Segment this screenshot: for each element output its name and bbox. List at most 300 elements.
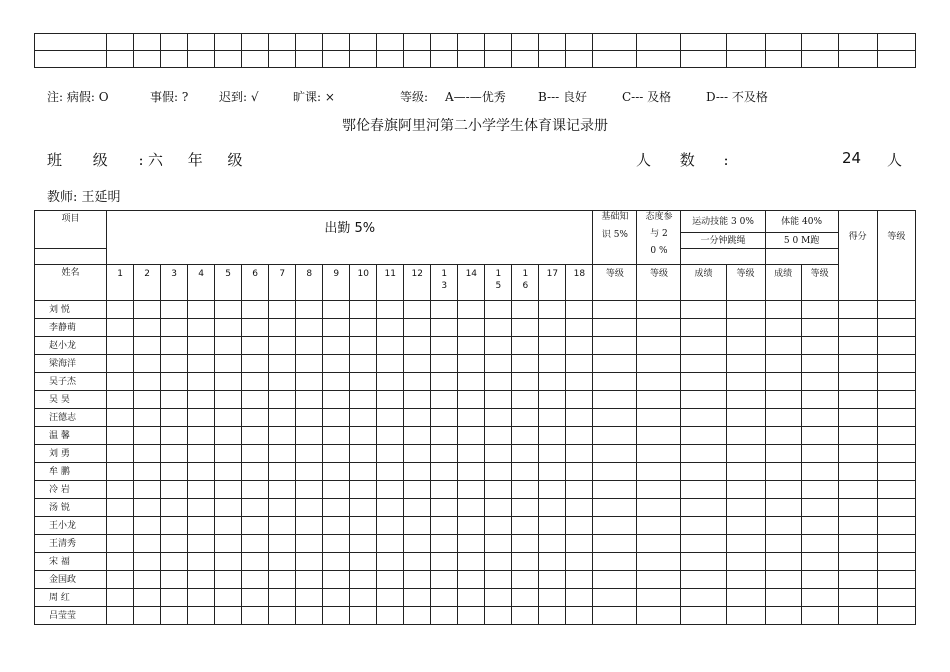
record-cell: [134, 553, 161, 571]
student-name: 王小龙: [35, 517, 107, 535]
record-cell: [431, 391, 458, 409]
record-cell: [485, 553, 512, 571]
student-name: 李静萌: [35, 319, 107, 337]
legend-absent: 旷课: ×: [293, 90, 335, 104]
record-cell: [801, 391, 838, 409]
record-cell: [134, 535, 161, 553]
record-cell: [161, 391, 188, 409]
record-cell: [161, 553, 188, 571]
record-cell: [107, 319, 134, 337]
session-17: 17: [539, 265, 566, 301]
record-cell: [681, 301, 726, 319]
record-cell: [726, 571, 765, 589]
record-cell: [377, 319, 404, 337]
student-name: 冷 岩: [35, 481, 107, 499]
record-cell: [242, 517, 269, 535]
record-cell: [350, 571, 377, 589]
record-cell: [637, 409, 681, 427]
record-cell: [269, 409, 296, 427]
record-cell: [404, 301, 431, 319]
record-cell: [593, 391, 637, 409]
record-cell: [242, 373, 269, 391]
table-row: [35, 445, 916, 463]
record-cell: [593, 499, 637, 517]
record-cell: [458, 409, 485, 427]
record-cell: [350, 391, 377, 409]
basic-knowledge-header: [593, 211, 637, 265]
record-cell: [593, 517, 637, 535]
record-cell: [765, 427, 801, 445]
legend-grade-b: B--- 良好: [538, 90, 588, 104]
record-cell: [539, 499, 566, 517]
record-cell: [404, 571, 431, 589]
record-cell: [512, 391, 539, 409]
record-cell: [134, 409, 161, 427]
record-cell: [323, 409, 350, 427]
record-cell: [681, 481, 726, 499]
record-cell: [215, 589, 242, 607]
record-cell: [566, 553, 593, 571]
table-row: [35, 589, 916, 607]
record-cell: [726, 463, 765, 481]
record-cell: [681, 535, 726, 553]
record-cell: [485, 409, 512, 427]
record-cell: [637, 445, 681, 463]
record-cell: [350, 301, 377, 319]
record-cell: [242, 319, 269, 337]
record-cell: [566, 589, 593, 607]
record-cell: [566, 355, 593, 373]
record-cell: [215, 499, 242, 517]
record-cell: [377, 373, 404, 391]
record-cell: [726, 607, 765, 625]
record-cell: [838, 589, 877, 607]
record-cell: [242, 589, 269, 607]
student-name: 汪德志: [35, 409, 107, 427]
record-cell: [801, 409, 838, 427]
record-cell: [188, 499, 215, 517]
record-cell: [350, 607, 377, 625]
record-cell: [637, 337, 681, 355]
record-cell: [404, 427, 431, 445]
record-cell: [269, 319, 296, 337]
record-cell: [107, 607, 134, 625]
record-cell: [377, 607, 404, 625]
record-cell: [877, 391, 915, 409]
record-cell: [296, 535, 323, 553]
record-cell: [323, 535, 350, 553]
record-cell: [566, 481, 593, 499]
record-cell: [296, 391, 323, 409]
record-cell: [539, 571, 566, 589]
record-cell: [485, 481, 512, 499]
record-cell: [458, 571, 485, 589]
session-18: 18: [566, 265, 593, 301]
record-cell: [512, 337, 539, 355]
record-cell: [296, 355, 323, 373]
record-cell: [566, 535, 593, 553]
record-cell: [726, 373, 765, 391]
record-cell: [404, 373, 431, 391]
table-row: [35, 373, 916, 391]
record-cell: [134, 499, 161, 517]
record-cell: [765, 301, 801, 319]
record-cell: [431, 535, 458, 553]
record-cell: [134, 319, 161, 337]
table-row: [35, 481, 916, 499]
record-cell: [350, 535, 377, 553]
record-cell: [242, 553, 269, 571]
record-cell: [107, 535, 134, 553]
record-cell: [431, 301, 458, 319]
teacher-name: 教师: 王延明: [47, 190, 121, 205]
record-cell: [512, 373, 539, 391]
record-cell: [512, 481, 539, 499]
record-cell: [107, 391, 134, 409]
fitness-grade-header: 等级: [801, 265, 838, 301]
record-cell: [107, 589, 134, 607]
attitude-grade-header: 等级: [637, 265, 681, 301]
record-cell: [215, 427, 242, 445]
record-cell: [269, 589, 296, 607]
record-cell: [296, 553, 323, 571]
student-name: 王清秀: [35, 535, 107, 553]
record-cell: [765, 355, 801, 373]
record-cell: [681, 445, 726, 463]
record-cell: [296, 301, 323, 319]
record-cell: [377, 337, 404, 355]
record-cell: [107, 373, 134, 391]
record-cell: [215, 481, 242, 499]
record-cell: [188, 481, 215, 499]
record-cell: [350, 589, 377, 607]
record-cell: [765, 499, 801, 517]
skill-grade-header: 等级: [726, 265, 765, 301]
record-cell: [485, 499, 512, 517]
table-row: [35, 301, 916, 319]
table-row: [35, 463, 916, 481]
record-cell: [404, 517, 431, 535]
record-cell: [637, 391, 681, 409]
record-cell: [377, 553, 404, 571]
record-cell: [593, 409, 637, 427]
record-cell: [726, 517, 765, 535]
record-cell: [765, 535, 801, 553]
session-8: 8: [296, 265, 323, 301]
record-cell: [877, 499, 915, 517]
record-cell: [350, 409, 377, 427]
record-cell: [681, 607, 726, 625]
record-cell: [350, 337, 377, 355]
record-cell: [485, 391, 512, 409]
record-cell: [801, 445, 838, 463]
record-cell: [134, 607, 161, 625]
record-cell: [377, 481, 404, 499]
table-row: [35, 409, 916, 427]
record-cell: [323, 571, 350, 589]
session-16: 1 6: [512, 265, 539, 301]
record-cell: [801, 319, 838, 337]
table-row: [35, 355, 916, 373]
session-7: 7: [269, 265, 296, 301]
record-cell: [188, 391, 215, 409]
session-12: 12: [404, 265, 431, 301]
record-cell: [188, 589, 215, 607]
record-cell: [838, 319, 877, 337]
record-cell: [838, 463, 877, 481]
record-cell: [593, 553, 637, 571]
record-cell: [539, 481, 566, 499]
record-cell: [134, 301, 161, 319]
record-cell: [215, 409, 242, 427]
basic-grade-header: 等级: [593, 265, 637, 301]
record-cell: [215, 553, 242, 571]
record-cell: [161, 355, 188, 373]
record-cell: [350, 517, 377, 535]
student-name: 刘 悦: [35, 301, 107, 319]
record-cell: [485, 373, 512, 391]
record-cell: [107, 553, 134, 571]
record-cell: [215, 445, 242, 463]
record-cell: [765, 319, 801, 337]
record-cell: [539, 355, 566, 373]
student-name: 吕莹莹: [35, 607, 107, 625]
record-cell: [350, 499, 377, 517]
record-cell: [801, 499, 838, 517]
table-row: [35, 499, 916, 517]
record-cell: [877, 445, 915, 463]
record-cell: [107, 499, 134, 517]
record-cell: [134, 391, 161, 409]
record-cell: [566, 409, 593, 427]
record-cell: [801, 427, 838, 445]
blank-row: [35, 34, 916, 51]
record-cell: [242, 499, 269, 517]
record-cell: [838, 445, 877, 463]
legend-grade-d: D--- 不及格: [706, 90, 768, 104]
record-cell: [377, 517, 404, 535]
record-cell: [161, 571, 188, 589]
record-cell: [681, 373, 726, 391]
record-cell: [404, 391, 431, 409]
record-cell: [458, 319, 485, 337]
record-cell: [188, 319, 215, 337]
basic-knowledge-line2: 识 5%: [601, 230, 628, 240]
record-cell: [765, 445, 801, 463]
record-cell: [377, 409, 404, 427]
record-cell: [242, 427, 269, 445]
record-cell: [269, 355, 296, 373]
record-cell: [765, 391, 801, 409]
record-cell: [404, 337, 431, 355]
record-cell: [350, 481, 377, 499]
record-cell: [801, 517, 838, 535]
record-cell: [404, 319, 431, 337]
student-name: 吴 昊: [35, 391, 107, 409]
record-cell: [431, 337, 458, 355]
record-cell: [323, 499, 350, 517]
record-cell: [681, 571, 726, 589]
record-cell: [877, 607, 915, 625]
record-cell: [323, 337, 350, 355]
record-cell: [269, 571, 296, 589]
record-cell: [566, 463, 593, 481]
record-cell: [539, 319, 566, 337]
record-cell: [188, 427, 215, 445]
student-name: 牟 鹏: [35, 463, 107, 481]
record-cell: [323, 427, 350, 445]
student-name: 吴子杰: [35, 373, 107, 391]
session-3: 3: [161, 265, 188, 301]
record-cell: [107, 481, 134, 499]
record-cell: [681, 517, 726, 535]
record-cell: [269, 607, 296, 625]
record-cell: [485, 463, 512, 481]
record-cell: [726, 535, 765, 553]
record-cell: [726, 589, 765, 607]
record-cell: [161, 535, 188, 553]
record-cell: [269, 535, 296, 553]
record-cell: [431, 427, 458, 445]
record-cell: [404, 553, 431, 571]
record-cell: [566, 607, 593, 625]
record-cell: [801, 553, 838, 571]
record-cell: [269, 553, 296, 571]
record-cell: [512, 427, 539, 445]
session-4: 4: [188, 265, 215, 301]
record-cell: [431, 571, 458, 589]
record-cell: [296, 589, 323, 607]
fitness-header: 体能 40%: [765, 211, 838, 233]
record-cell: [593, 337, 637, 355]
record-cell: [323, 481, 350, 499]
record-cell: [877, 535, 915, 553]
record-cell: [161, 319, 188, 337]
record-cell: [539, 463, 566, 481]
record-cell: [593, 355, 637, 373]
record-cell: [458, 427, 485, 445]
record-cell: [838, 355, 877, 373]
record-cell: [877, 571, 915, 589]
record-cell: [296, 517, 323, 535]
record-cell: [404, 355, 431, 373]
record-cell: [726, 409, 765, 427]
record-cell: [215, 517, 242, 535]
record-cell: [134, 355, 161, 373]
record-cell: [458, 445, 485, 463]
record-cell: [161, 589, 188, 607]
record-cell: [512, 319, 539, 337]
student-name: 赵小龙: [35, 337, 107, 355]
record-cell: [323, 589, 350, 607]
record-cell: [566, 319, 593, 337]
record-cell: [107, 463, 134, 481]
record-cell: [877, 319, 915, 337]
record-cell: [296, 607, 323, 625]
record-cell: [838, 535, 877, 553]
record-cell: [765, 481, 801, 499]
record-cell: [431, 463, 458, 481]
record-cell: [637, 553, 681, 571]
record-cell: [323, 301, 350, 319]
record-cell: [188, 553, 215, 571]
attitude-line2: 与 2: [650, 229, 668, 239]
record-cell: [838, 553, 877, 571]
record-cell: [350, 427, 377, 445]
record-cell: [566, 571, 593, 589]
record-cell: [726, 481, 765, 499]
record-cell: [681, 589, 726, 607]
record-cell: [485, 337, 512, 355]
record-cell: [801, 607, 838, 625]
record-cell: [188, 409, 215, 427]
student-name: 周 红: [35, 589, 107, 607]
record-cell: [242, 409, 269, 427]
record-cell: [681, 391, 726, 409]
record-cell: [593, 607, 637, 625]
record-cell: [377, 391, 404, 409]
record-cell: [404, 535, 431, 553]
record-cell: [681, 319, 726, 337]
record-cell: [134, 517, 161, 535]
record-cell: [431, 409, 458, 427]
record-cell: [458, 355, 485, 373]
attitude-line1: 态度参: [645, 212, 673, 222]
record-cell: [404, 445, 431, 463]
record-cell: [458, 553, 485, 571]
record-cell: [681, 355, 726, 373]
skill-subheader: 一分钟跳绳: [681, 233, 765, 249]
record-cell: [512, 499, 539, 517]
record-cell: [512, 517, 539, 535]
record-cell: [681, 463, 726, 481]
record-cell: [242, 571, 269, 589]
record-cell: [161, 463, 188, 481]
record-cell: [726, 445, 765, 463]
record-cell: [215, 463, 242, 481]
table-row: [35, 427, 916, 445]
record-cell: [877, 427, 915, 445]
record-cell: [107, 445, 134, 463]
record-cell: [838, 427, 877, 445]
record-cell: [323, 553, 350, 571]
record-cell: [593, 535, 637, 553]
record-cell: [539, 607, 566, 625]
record-cell: [539, 553, 566, 571]
name-header: 姓名: [35, 265, 107, 301]
table-row: [35, 553, 916, 571]
count-label: 人 数 :: [636, 151, 741, 169]
record-cell: [134, 337, 161, 355]
record-cell: [269, 463, 296, 481]
record-cell: [539, 337, 566, 355]
record-cell: [765, 337, 801, 355]
count-unit: 人: [887, 151, 903, 169]
record-cell: [296, 481, 323, 499]
record-cell: [566, 373, 593, 391]
record-cell: [296, 337, 323, 355]
record-cell: [188, 571, 215, 589]
record-cell: [801, 571, 838, 589]
record-cell: [681, 553, 726, 571]
record-cell: [269, 445, 296, 463]
record-cell: [431, 499, 458, 517]
record-cell: [431, 553, 458, 571]
session-13: 1 3: [431, 265, 458, 301]
record-cell: [377, 589, 404, 607]
legend-grade-label: 等级:: [400, 90, 429, 104]
record-cell: [377, 463, 404, 481]
